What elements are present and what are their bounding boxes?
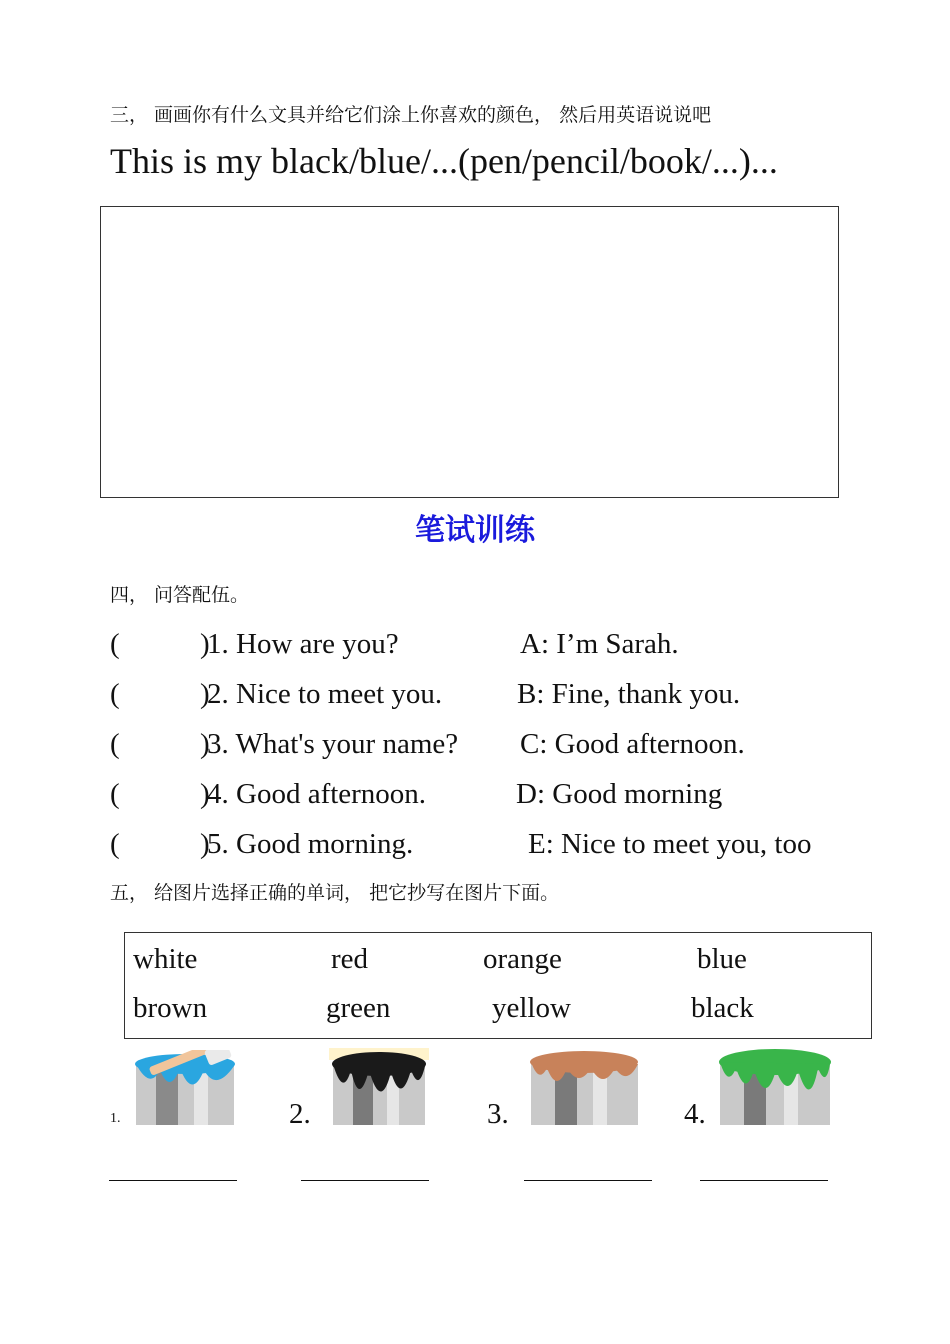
answer-paren-open[interactable]: (	[110, 828, 120, 860]
answer-blank-3[interactable]	[524, 1180, 652, 1181]
answer-blank-4[interactable]	[700, 1180, 828, 1181]
answer-paren-close: )	[200, 778, 210, 810]
question-text: 5. Good morning.	[207, 828, 414, 860]
drawing-area[interactable]	[100, 206, 839, 498]
word-option: blue	[697, 943, 747, 975]
item-number: 3.	[487, 1098, 509, 1130]
word-bank	[124, 932, 872, 1039]
answer-paren-open[interactable]: (	[110, 778, 120, 810]
answer-paren-open[interactable]: (	[110, 628, 120, 660]
word-option: orange	[483, 943, 562, 975]
word-option: red	[331, 943, 369, 975]
answer-paren-close: )	[200, 678, 210, 710]
word-option: green	[326, 992, 391, 1024]
answer-paren-close: )	[200, 628, 210, 660]
black-paint-can-icon	[329, 1048, 429, 1125]
blue-paint-can-icon	[130, 1050, 240, 1125]
section3-example-sentence: This is my black/blue/...(pen/pencil/book/...)...	[110, 141, 778, 181]
answer-blank-1[interactable]	[109, 1180, 237, 1181]
item-number: 4.	[684, 1098, 706, 1130]
answer-option: E: Nice to meet you, too	[528, 828, 812, 860]
answer-paren-open[interactable]: (	[110, 728, 120, 760]
answer-option: B: Fine, thank you.	[517, 678, 741, 710]
answer-paren-close: )	[200, 728, 210, 760]
answer-paren-close: )	[200, 828, 210, 860]
question-text: 1. How are you?	[207, 628, 399, 660]
section3-title: 三， 画画你有什么文具并给它们涂上你喜欢的颜色， 然后用英语说说吧	[110, 104, 712, 126]
page-heading: 笔试训练	[415, 513, 535, 548]
question-text: 2. Nice to meet you.	[207, 678, 443, 710]
item-number: 2.	[289, 1098, 311, 1130]
answer-option: C: Good afternoon.	[520, 728, 745, 760]
section5-title: 五， 给图片选择正确的单词， 把它抄写在图片下面。	[110, 882, 560, 904]
brown-paint-can-icon	[527, 1050, 642, 1125]
answer-option: D: Good morning	[516, 778, 723, 810]
question-text: 4. Good afternoon.	[207, 778, 427, 810]
word-option: white	[133, 943, 198, 975]
question-text: 3. What's your name?	[207, 728, 459, 760]
word-option: yellow	[492, 992, 571, 1024]
answer-blank-2[interactable]	[301, 1180, 429, 1181]
green-paint-can-icon	[716, 1048, 834, 1125]
section4-title: 四， 问答配伍。	[110, 584, 250, 606]
word-option: brown	[133, 992, 208, 1024]
item-number: 1.	[110, 1111, 121, 1126]
answer-paren-open[interactable]: (	[110, 678, 120, 710]
word-option: black	[691, 992, 754, 1024]
answer-option: A: I’m Sarah.	[520, 628, 679, 660]
